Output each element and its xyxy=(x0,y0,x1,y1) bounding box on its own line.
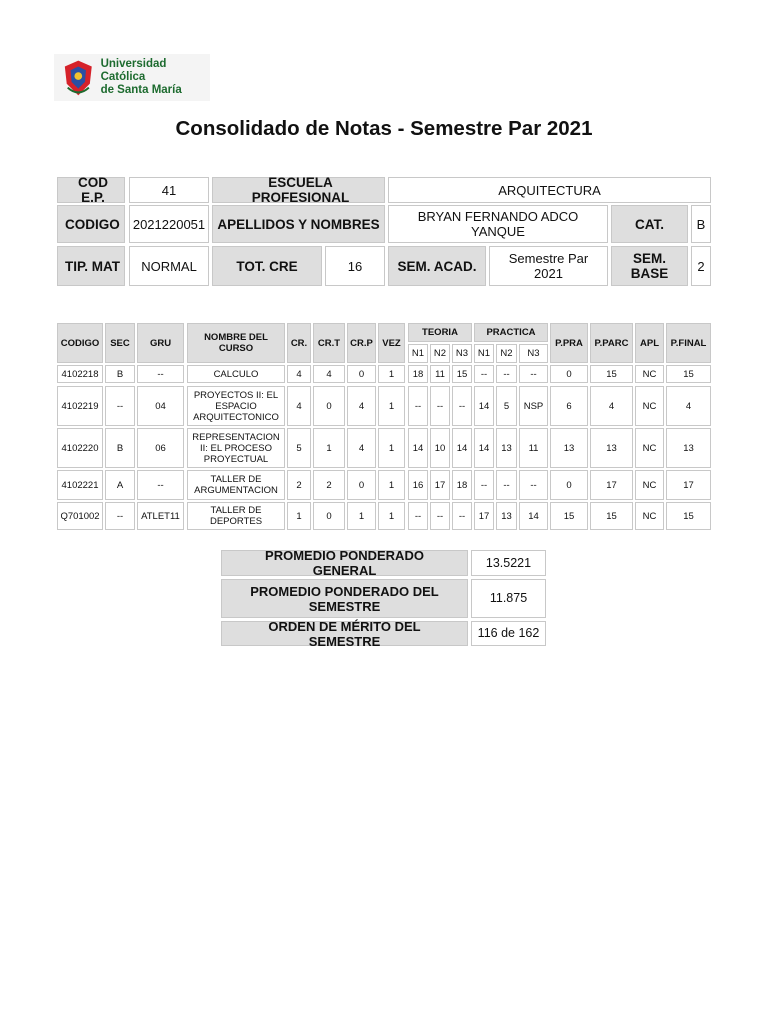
semacad-label: SEM. ACAD. xyxy=(388,246,486,286)
cell-gru: -- xyxy=(137,470,184,500)
cell-pparc: 15 xyxy=(590,365,633,383)
promedio-semestre-value: 11.875 xyxy=(471,579,546,618)
cell-crt: 4 xyxy=(313,365,345,383)
page-title: Consolidado de Notas - Semestre Par 2021 xyxy=(175,117,593,140)
promedio-general-label: PROMEDIO PONDERADO GENERAL xyxy=(221,550,468,576)
header-sec: SEC xyxy=(105,323,135,363)
cell-gru: -- xyxy=(137,365,184,383)
cell-gru: 04 xyxy=(137,386,184,426)
semacad-value: Semestre Par 2021 xyxy=(489,246,608,286)
cell-codigo: 4102219 xyxy=(57,386,103,426)
cell-cr: 4 xyxy=(287,386,311,426)
cell-sec: B xyxy=(105,428,135,468)
cell-vez: 1 xyxy=(378,470,405,500)
cell-ppra: 13 xyxy=(550,428,588,468)
cell-cr: 2 xyxy=(287,470,311,500)
cell-p1: 14 xyxy=(474,386,494,426)
cell-pfinal: 4 xyxy=(666,386,711,426)
promedio-semestre-label: PROMEDIO PONDERADO DEL SEMESTRE xyxy=(221,579,468,618)
header-cr: CR. xyxy=(287,323,311,363)
cell-p2: 13 xyxy=(496,428,517,468)
cell-t3: 18 xyxy=(452,470,472,500)
cell-crp: 4 xyxy=(347,386,376,426)
promedio-general-value: 13.5221 xyxy=(471,550,546,576)
header-apl: APL xyxy=(635,323,664,363)
cell-t3: 14 xyxy=(452,428,472,468)
subheader-p1: N1 xyxy=(474,344,494,363)
cell-ppra: 0 xyxy=(550,365,588,383)
cell-t2: 17 xyxy=(430,470,450,500)
header-pfinal: P.FINAL xyxy=(666,323,711,363)
cell-t1: -- xyxy=(408,502,428,530)
orden-merito-label: ORDEN DE MÉRITO DEL SEMESTRE xyxy=(221,621,468,646)
cell-curso: REPRESENTACION II: EL PROCESO PROYECTUAL xyxy=(187,428,285,468)
sembase-value: 2 xyxy=(691,246,711,286)
header-pparc: P.PARC xyxy=(590,323,633,363)
cell-sec: B xyxy=(105,365,135,383)
cell-t3: -- xyxy=(452,386,472,426)
cell-crt: 1 xyxy=(313,428,345,468)
cat-label: CAT. xyxy=(611,205,688,243)
subheader-p3: N3 xyxy=(519,344,548,363)
cell-crp: 0 xyxy=(347,470,376,500)
sembase-label: SEM. BASE xyxy=(611,246,688,286)
cell-vez: 1 xyxy=(378,502,405,530)
cell-crp: 4 xyxy=(347,428,376,468)
cell-codigo: Q701002 xyxy=(57,502,103,530)
cell-p3: -- xyxy=(519,365,548,383)
cell-t1: 18 xyxy=(408,365,428,383)
cell-gru: 06 xyxy=(137,428,184,468)
cell-apl: NC xyxy=(635,470,664,500)
header-teoria: TEORIA xyxy=(408,323,472,342)
cell-p3: -- xyxy=(519,470,548,500)
cell-sec: A xyxy=(105,470,135,500)
header-vez: VEZ xyxy=(378,323,405,363)
nombres-label: APELLIDOS Y NOMBRES xyxy=(212,205,385,243)
cell-crt: 0 xyxy=(313,386,345,426)
cod-ep-value: 41 xyxy=(129,177,209,203)
cell-apl: NC xyxy=(635,365,664,383)
cell-sec: -- xyxy=(105,502,135,530)
cell-crp: 1 xyxy=(347,502,376,530)
coat-of-arms-icon xyxy=(60,58,97,98)
cell-p1: -- xyxy=(474,365,494,383)
header-practica: PRACTICA xyxy=(474,323,548,342)
cell-cr: 4 xyxy=(287,365,311,383)
cell-pfinal: 15 xyxy=(666,502,711,530)
cell-p2: 5 xyxy=(496,386,517,426)
cell-p1: 14 xyxy=(474,428,494,468)
cell-t2: 10 xyxy=(430,428,450,468)
cell-pparc: 13 xyxy=(590,428,633,468)
cell-crp: 0 xyxy=(347,365,376,383)
cell-t1: -- xyxy=(408,386,428,426)
cell-pfinal: 15 xyxy=(666,365,711,383)
cell-curso: TALLER DE ARGUMENTACION xyxy=(187,470,285,500)
cell-t1: 16 xyxy=(408,470,428,500)
university-name-line2: de Santa María xyxy=(100,84,182,96)
codigo-value: 2021220051 xyxy=(129,205,209,243)
university-name-line1: Universidad Católica xyxy=(100,58,167,83)
cell-apl: NC xyxy=(635,428,664,468)
nombres-value: BRYAN FERNANDO ADCO YANQUE xyxy=(388,205,608,243)
header-codigo: CODIGO xyxy=(57,323,103,363)
cell-p2: -- xyxy=(496,470,517,500)
tipmat-label: TIP. MAT xyxy=(57,246,125,286)
cell-p3: 14 xyxy=(519,502,548,530)
cell-codigo: 4102221 xyxy=(57,470,103,500)
subheader-t2: N2 xyxy=(430,344,450,363)
cell-t3: -- xyxy=(452,502,472,530)
cell-t3: 15 xyxy=(452,365,472,383)
cell-codigo: 4102220 xyxy=(57,428,103,468)
cell-t1: 14 xyxy=(408,428,428,468)
cell-codigo: 4102218 xyxy=(57,365,103,383)
university-logo xyxy=(54,54,210,101)
cod-ep-label: COD E.P. xyxy=(57,177,125,203)
cell-pfinal: 17 xyxy=(666,470,711,500)
cell-crt: 0 xyxy=(313,502,345,530)
cell-apl: NC xyxy=(635,386,664,426)
cell-p1: 17 xyxy=(474,502,494,530)
cell-t2: -- xyxy=(430,502,450,530)
tipmat-value: NORMAL xyxy=(129,246,209,286)
header-ppra: P.PRA xyxy=(550,323,588,363)
cell-pfinal: 13 xyxy=(666,428,711,468)
cell-curso: PROYECTOS II: EL ESPACIO ARQUITECTONICO xyxy=(187,386,285,426)
cell-ppra: 0 xyxy=(550,470,588,500)
cell-curso: CALCULO xyxy=(187,365,285,383)
header-gru: GRU xyxy=(137,323,184,363)
subheader-t1: N1 xyxy=(408,344,428,363)
cell-vez: 1 xyxy=(378,428,405,468)
cell-p2: -- xyxy=(496,365,517,383)
header-crt: CR.T xyxy=(313,323,345,363)
cell-pparc: 15 xyxy=(590,502,633,530)
cell-t2: 11 xyxy=(430,365,450,383)
cell-pparc: 17 xyxy=(590,470,633,500)
cell-p1: -- xyxy=(474,470,494,500)
cell-p3: 11 xyxy=(519,428,548,468)
totcre-value: 16 xyxy=(325,246,385,286)
cell-ppra: 15 xyxy=(550,502,588,530)
orden-merito-value: 116 de 162 xyxy=(471,621,546,646)
cell-p2: 13 xyxy=(496,502,517,530)
cell-crt: 2 xyxy=(313,470,345,500)
cat-value: B xyxy=(691,205,711,243)
cell-p3: NSP xyxy=(519,386,548,426)
cell-curso: TALLER DE DEPORTES xyxy=(187,502,285,530)
subheader-p2: N2 xyxy=(496,344,517,363)
cell-sec: -- xyxy=(105,386,135,426)
cell-pparc: 4 xyxy=(590,386,633,426)
header-curso: NOMBRE DEL CURSO xyxy=(187,323,285,363)
escuela-value: ARQUITECTURA xyxy=(388,177,711,203)
cell-cr: 5 xyxy=(287,428,311,468)
cell-vez: 1 xyxy=(378,386,405,426)
cell-t2: -- xyxy=(430,386,450,426)
cell-ppra: 6 xyxy=(550,386,588,426)
cell-cr: 1 xyxy=(287,502,311,530)
header-crp: CR.P xyxy=(347,323,376,363)
cell-vez: 1 xyxy=(378,365,405,383)
codigo-label: CODIGO xyxy=(57,205,125,243)
subheader-t3: N3 xyxy=(452,344,472,363)
cell-gru: ATLET11 xyxy=(137,502,184,530)
totcre-label: TOT. CRE xyxy=(212,246,322,286)
escuela-label: ESCUELA PROFESIONAL xyxy=(212,177,385,203)
cell-apl: NC xyxy=(635,502,664,530)
